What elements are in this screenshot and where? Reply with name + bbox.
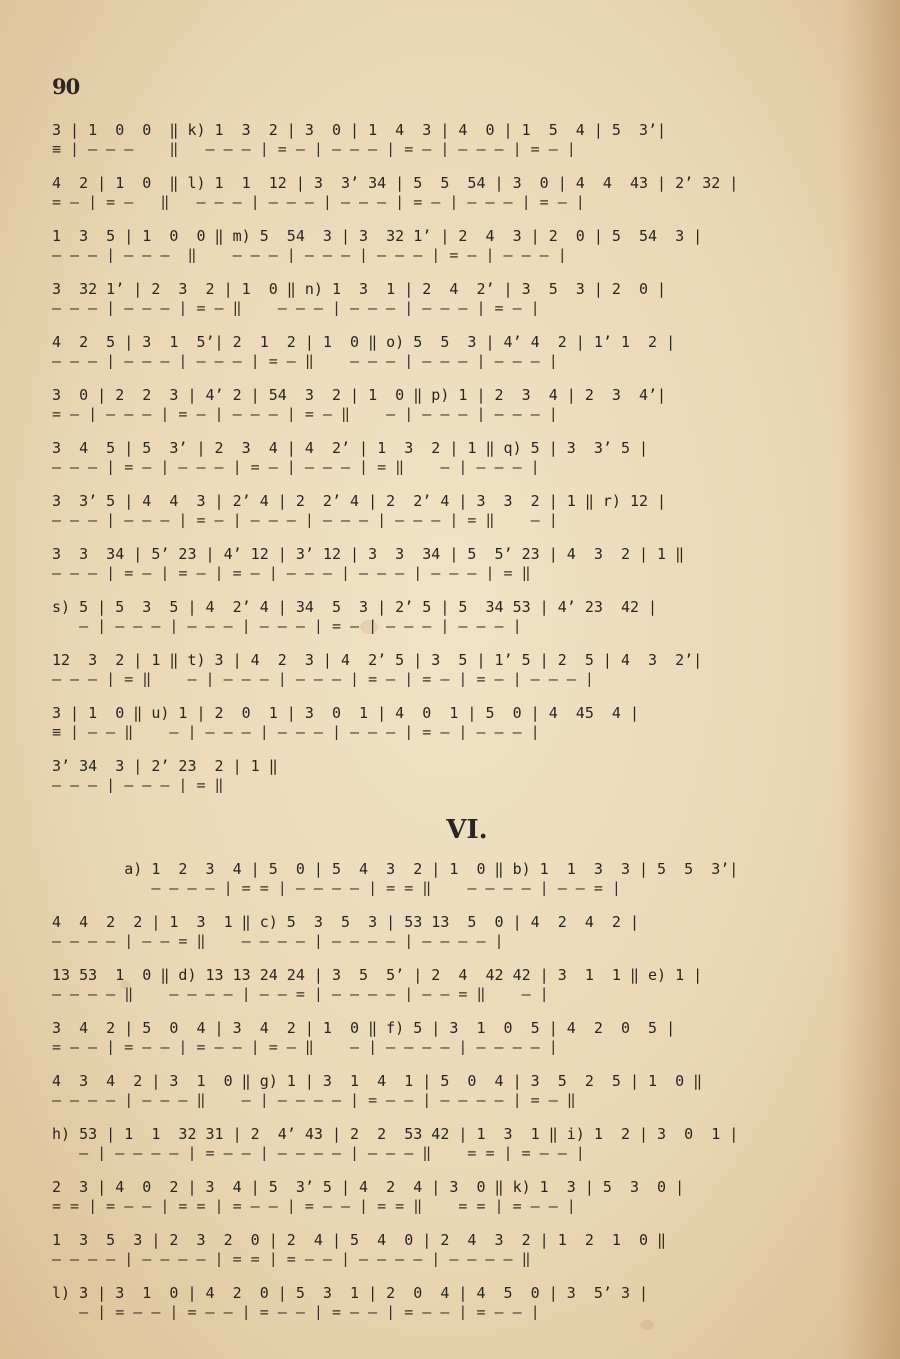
duration-marks: — — — | = ‖ — | — — — | — — — | = — | = — | = — | — — — | — [52, 671, 594, 687]
duration-marks: — — — — | — — — ‖ — | — — — — | = — — | — — — — | = — ‖ — [52, 1092, 576, 1108]
notation-line — [52, 271, 822, 324]
duration-marks: — | — — — | — — — | — — — | = — | — — — | — — — | — [52, 618, 522, 634]
duration-marks: ≡ | — — — ‖ — — — | = — | — — — | = — | — — — | = — | — [52, 141, 576, 157]
notation-line — [52, 748, 822, 801]
note-numbers: 1 3 5 3 | 2 3 2 0 | 2 4 | 5 4 0 | 2 4 3 2 | 1 2 1 0 ‖ — [52, 1231, 667, 1249]
duration-marks: — — — | — — — | = — ‖ — — — | — — — | — — — | = — | — [52, 300, 540, 316]
note-numbers: 3’ 34 3 | 2’ 23 2 | 1 ‖ — [52, 757, 278, 775]
note-numbers: 13 53 1 0 ‖ d) 13 13 24 24 | 3 5 5’ | 2 4 42 42 | 3 1 1 ‖ e) 1 | — [52, 966, 703, 984]
note-numbers: 3 3 34 | 5’ 23 | 4’ 12 | 3’ 12 | 3 3 34 | 5 5’ 23 | 4 3 2 | 1 ‖ — [52, 545, 685, 563]
note-numbers: h) 53 | 1 1 32 31 | 2 4’ 43 | 2 2 53 42 | 1 3 1 ‖ i) 1 2 | 3 0 1 | — [52, 1125, 739, 1143]
duration-marks: = — | = — ‖ — — — | — — — | — — — | = — | — — — | = — | — [52, 194, 585, 210]
duration-marks: — | = — — | = — — | = — — | = — — | = — — | = — — | — [52, 1304, 540, 1320]
duration-marks: — — — — | — — — — | = = | = — — | — — — — | — — — — ‖ — [52, 1251, 531, 1267]
notation-line — [52, 1116, 822, 1169]
exercise-block-1 — [52, 112, 822, 801]
note-numbers: s) 5 | 5 3 5 | 4 2’ 4 | 34 5 3 | 2’ 5 | 5 34 53 | 4’ 23 42 | — [52, 598, 658, 616]
notation-line — [52, 483, 822, 536]
exercise-block-2 — [52, 851, 822, 1328]
note-numbers: 2 3 | 4 0 2 | 3 4 | 5 3’ 5 | 4 2 4 | 3 0 ‖ k) 1 3 | 5 3 0 | — [52, 1178, 685, 1196]
note-numbers: 3 0 | 2 2 3 | 4’ 2 | 54 3 2 | 1 0 ‖ p) 1 | 2 3 4 | 2 3 4’| — [52, 386, 667, 404]
duration-marks: — — — | — — — | = ‖ — [52, 777, 224, 793]
note-numbers: 3 32 1’ | 2 3 2 | 1 0 ‖ n) 1 3 1 | 2 4 2’ | 3 5 3 | 2 0 | — [52, 280, 667, 298]
duration-marks: — — — | — — — | — — — | = — ‖ — — — | — — — | — — — | — [52, 353, 558, 369]
note-numbers: 4 2 5 | 3 1 5’| 2 1 2 | 1 0 ‖ o) 5 5 3 | 4’ 4 2 | 1’ 1 2 | — [52, 333, 676, 351]
duration-marks: — — — | = — | — — — | = — | — — — | = ‖ — | — — — | — [52, 459, 540, 475]
notation-line — [52, 324, 822, 377]
duration-marks: — — — | — — — ‖ — — — | — — — | — — — | = — | — — — | — [52, 247, 567, 263]
section-heading: VI. — [446, 815, 488, 845]
notation-line — [52, 1222, 822, 1275]
note-numbers: 12 3 2 | 1 ‖ t) 3 | 4 2 3 | 4 2’ 5 | 3 5 | 1’ 5 | 2 5 | 4 3 2’| — [52, 651, 703, 669]
notation-line — [52, 851, 822, 904]
note-numbers: 3 4 5 | 5 3’ | 2 3 4 | 4 2’ | 1 3 2 | 1 ‖ q) 5 | 3 3’ 5 | — [52, 439, 649, 457]
notation-line — [52, 695, 822, 748]
notation-line — [52, 589, 822, 642]
page-edge-shadow — [840, 0, 900, 1359]
duration-marks: — — — | — — — | = — | — — — | — — — | — — — | = ‖ — | — [52, 512, 558, 528]
notation-line — [52, 112, 822, 165]
note-numbers: 4 3 4 2 | 3 1 0 ‖ g) 1 | 3 1 4 1 | 5 0 4 | 3 5 2 5 | 1 0 ‖ — [52, 1072, 703, 1090]
notation-line — [52, 536, 822, 589]
duration-marks: = — — | = — — | = — — | = — ‖ — | — — — — | — — — — | — [52, 1039, 558, 1055]
duration-marks: — | — — — — | = — — | — — — — | — — — ‖ = = | = — — | — [52, 1145, 585, 1161]
notation-line — [52, 1010, 822, 1063]
notation-line — [52, 218, 822, 271]
note-numbers: 3 | 1 0 ‖ u) 1 | 2 0 1 | 3 0 1 | 4 0 1 | 5 0 | 4 45 4 | — [52, 704, 639, 722]
duration-marks: — — — — ‖ — — — — | — — = | — — — — | — — = ‖ — | — [52, 986, 549, 1002]
duration-marks: — — — — | = = | — — — — | = = ‖ — — — — | — — = | — [52, 880, 621, 896]
notation-line — [52, 904, 822, 957]
note-numbers: 3 4 2 | 5 0 4 | 3 4 2 | 1 0 ‖ f) 5 | 3 1 0 5 | 4 2 0 5 | — [52, 1019, 676, 1037]
notation-line — [52, 642, 822, 695]
notation-line — [52, 1063, 822, 1116]
duration-marks: ≡ | — — ‖ — | — — — | — — — | — — — | = — | — — — | — [52, 724, 540, 740]
note-numbers: 3 | 1 0 0 ‖ k) 1 3 2 | 3 0 | 1 4 3 | 4 0 | 1 5 4 | 5 3’| — [52, 121, 667, 139]
note-numbers: 4 2 | 1 0 ‖ l) 1 1 12 | 3 3’ 34 | 5 5 54 | 3 0 | 4 4 43 | 2’ 32 | — [52, 174, 739, 192]
duration-marks: — — — — | — — = ‖ — — — — | — — — — | — — — — | — [52, 933, 504, 949]
notation-line — [52, 957, 822, 1010]
note-numbers: 3 3’ 5 | 4 4 3 | 2’ 4 | 2 2’ 4 | 2 2’ 4 | 3 3 2 | 1 ‖ r) 12 | — [52, 492, 667, 510]
notation-line — [52, 377, 822, 430]
duration-marks: — — — | = — | = — | = — | — — — | — — — | — — — | = ‖ — [52, 565, 531, 581]
note-numbers: 1 3 5 | 1 0 0 ‖ m) 5 54 3 | 3 32 1’ | 2 4 3 | 2 0 | 5 54 3 | — [52, 227, 703, 245]
duration-marks: = = | = — — | = = | = — — | = — — | = = ‖ = = | = — — | — [52, 1198, 576, 1214]
page-number: 90 — [52, 74, 80, 99]
note-numbers: l) 3 | 3 1 0 | 4 2 0 | 5 3 1 | 2 0 4 | 4 5 0 | 3 5’ 3 | — [52, 1284, 649, 1302]
notation-line — [52, 165, 822, 218]
notation-line — [52, 1169, 822, 1222]
notation-line — [52, 430, 822, 483]
notation-line — [52, 1275, 822, 1328]
duration-marks: = — | — — — | = — | — — — | = — ‖ — | — — — | — — — | — [52, 406, 558, 422]
note-numbers: 4 4 2 2 | 1 3 1 ‖ c) 5 3 5 3 | 53 13 5 0 | 4 2 4 2 | — [52, 913, 639, 931]
note-numbers: a) 1 2 3 4 | 5 0 | 5 4 3 2 | 1 0 ‖ b) 1 1 3 3 | 5 5 3’| — [52, 860, 739, 878]
music-content — [52, 112, 822, 1328]
